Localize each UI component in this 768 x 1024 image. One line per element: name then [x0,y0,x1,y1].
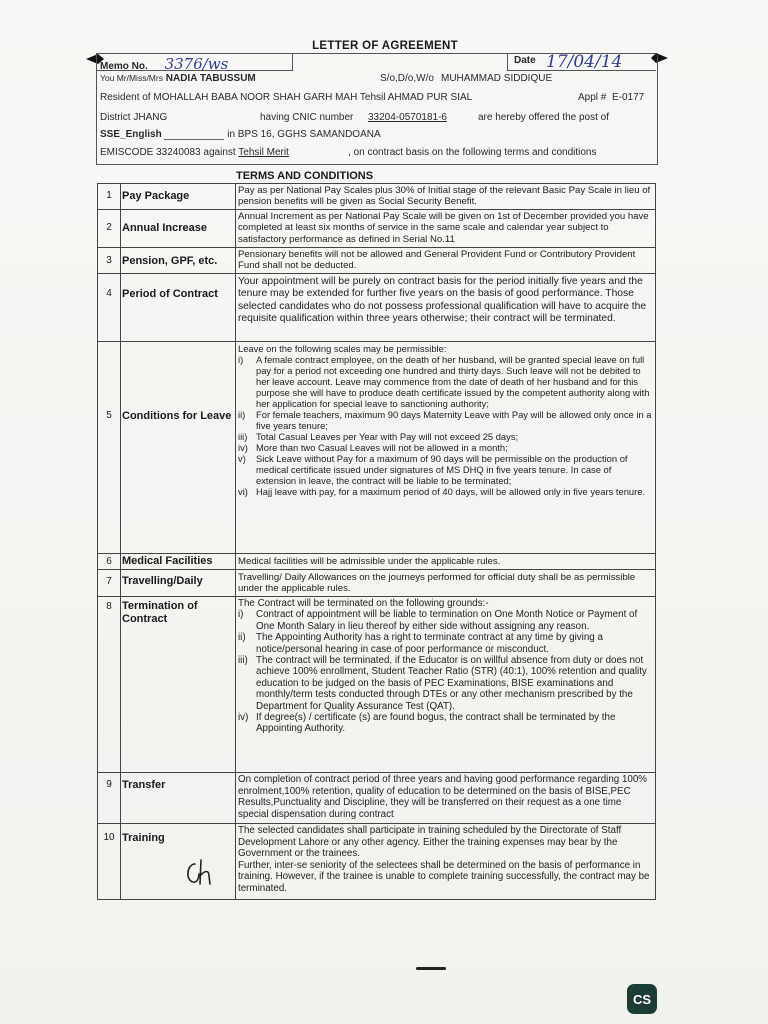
cnic: 33204-0570181-6 [368,112,447,123]
row-text: Annual Increment as per National Pay Scale will be given on 1st of December provided you have completed at least six months of service in the same scale and calendar year subject to satisfactory performance as defined in Serial No.11 [238,211,649,245]
row-text: Leave on the following scales may be permissible: i) A female contract employee, on the death of her husband, will be granted special leave on full pay for a period not exceeding one hundred and thirty days. Such leave will not be debited to her leave account. Leave may commence from the date of death of her husband and for this purpose she will have to produce death certificate issued by the competent authority along with her application for special leave to sanctioning authority; ii) For female teachers, maximum 90 days Maternity Leave with Pay will be allowed only once in a five years tenure; iii) Total Casual Leaves per Year with Pay will not exceed 25 days; iv) More than two Casual Leaves will not be allowed in a month; v) Sick Leave without Pay for a maximum of 90 days will be permissible on the production of medical certificate issued under signatures of MS DHQ in five years tenure. In case of extension in leave, the contract will be liable to be terminated; vi) Hajj leave with pay, for a maximum period of 40 days, will be allowed only in five years tenure. [238,343,652,497]
date-value: 17/04/14 [546,52,623,72]
row-heading: Pension, GPF, etc. [122,255,218,267]
offer-text: are hereby offered the post of [478,112,610,123]
school: GGHS SAMANDOANA [277,129,381,140]
district: JHANG [133,112,168,123]
row-number: 9 [106,779,112,790]
name-line [100,73,654,84]
appl-label: Appl # [578,92,607,103]
against-label: against [203,147,236,158]
merit: Tehsil Merit [238,147,289,158]
appl-no: E-0177 [612,92,645,103]
row-text: The selected candidates shall participate in training scheduled by the Directorate of Staff Development Lahore or any other agency. Either the training expenses may bear by the Government or the trainees. Further, inter-se seniority of the selectees shall be determined on the basis of performance in training. However, if the trainee is unable to complete training successfully, the contract may be terminated. [238,825,650,894]
residence: MOHALLAH BABA NOOR SHAH GARH MAH [153,92,358,103]
table-row [98,596,655,772]
terms-table [97,183,656,900]
district-label: District [100,112,131,123]
relation-name: MUHAMMAD SIDDIQUE [441,73,553,84]
row-number: 1 [106,190,112,201]
post-line: SSE_English in BPS 16, GGHS SAMANDOANA [100,129,381,140]
resident-label: Resident of [100,92,151,103]
resident-line [100,92,654,103]
table-row [98,209,655,247]
row-heading: Annual Increase [122,222,207,234]
emis-label: EMISCODE [100,147,154,158]
row-text: On completion of contract period of three years and having good performance regarding 100% enrolment,100% retention, quality of education to be determined on the basis of BISE,PEC Results,Punctuality and Discipline, they will be transferred on their request as a one time special dispensation during contract [238,774,647,820]
table-row [98,247,655,273]
memo-value: 3376/ws [164,55,229,73]
row-heading: Conditions for Leave [122,410,232,422]
letter-title: LETTER OF AGREEMENT [312,40,458,52]
district-line [100,112,654,123]
relation-label: S/o,D/o,W/o [380,73,434,84]
row-number: 4 [106,288,112,299]
row-heading: Travelling/Daily [122,575,203,587]
table-row [98,273,655,341]
row-heading: Pay Package [122,190,190,202]
emis-line [100,147,654,158]
tehsil: AHMAD PUR SIAL [387,92,473,103]
scan-mark [416,967,446,970]
row-heading: Training [122,832,165,844]
tehsil-label: Tehsil [359,92,386,103]
cnic-label: having CNIC number [260,112,354,123]
row-text: The Contract will be terminated on the following grounds:- i) Contract of appointment will be liable to termination on One Month Notice or Payment of One Month Salary in lieu thereof by either side without assigning any reason. ii) The Appointing Authority has a right to terminate contract at any time by giving a notice/personal hearing in case of poor performance or misconduct. iii) The contract will be terminated, if the Educator is on willful absence from duty or does not achieve 100% enrollment, Student Teacher Ratio (STR) (40:1), 100% retention and quality education to be judged on the basis of PEC Examinations, BISE examinations and monthly/term tests conducted through DTEs or any other mechanism prescribed by the Department for Quality Assurance Test (QAT). iv) If degree(s) / certificate (s) are found bogus, the contract shall be terminated by the Appointing Authority. [238,598,647,735]
row-number: 8 [106,601,112,612]
candidate-name: NADIA TABUSSUM [165,73,256,84]
row-text: Medical facilities will be admissible under the applicable rules. [238,556,501,567]
table-row [98,823,655,899]
row-heading: Medical Facilities [122,555,213,567]
table-row [98,772,655,823]
row-heading: Period of Contract [122,288,218,300]
row-heading: Termination of Contract [122,600,198,625]
table-row [98,341,655,553]
emis-code: 33240083 [156,147,201,158]
terms-title: TERMS AND CONDITIONS [236,170,374,182]
table-row [98,569,655,596]
salutation-label: You Mr/Miss/Mrs [100,73,163,83]
row-text: Travelling/ Daily Allowances on the journeys performed for official duty shall be as permissible under the applicable rules. [238,572,636,595]
row-number: 6 [106,556,112,567]
row-number: 10 [103,832,115,843]
header-block [96,53,658,165]
post: SSE_English [100,129,162,140]
row-number: 5 [106,410,112,421]
camscanner-badge: CS [627,984,657,1014]
row-text: Your appointment will be purely on contract basis for the period initially five years and the tenure may be extended for further five years on the basis of good performance. Those selected candidates who do not possess professional qualification will have to acquire the requisite qualification within three years otherwise; their contract will be terminated. [238,276,647,324]
row-number: 2 [106,222,112,233]
row-number: 3 [106,255,112,266]
row-text: Pensionary benefits will not be allowed and General Provident Fund or Contributory Provident Fund shall not be deducted. [238,249,636,272]
bps: 16 [260,129,272,140]
contract-text: , on contract basis on the following terms and conditions [348,147,597,158]
memo-label: Memo No. [100,61,148,72]
row-text: Pay as per National Pay Scales plus 30% of Initial stage of the relevant Basic Pay Scale in lieu of pension benefits will be given as Social Security Benefit. [238,185,651,208]
memo-line [100,52,654,73]
table-row [98,184,655,209]
bps-prefix: in BPS [227,129,258,140]
row-number: 7 [106,576,112,587]
row-heading: Transfer [122,779,166,791]
table-row [98,553,655,569]
date-label: Date [514,55,536,66]
signature-scribble [183,858,223,888]
